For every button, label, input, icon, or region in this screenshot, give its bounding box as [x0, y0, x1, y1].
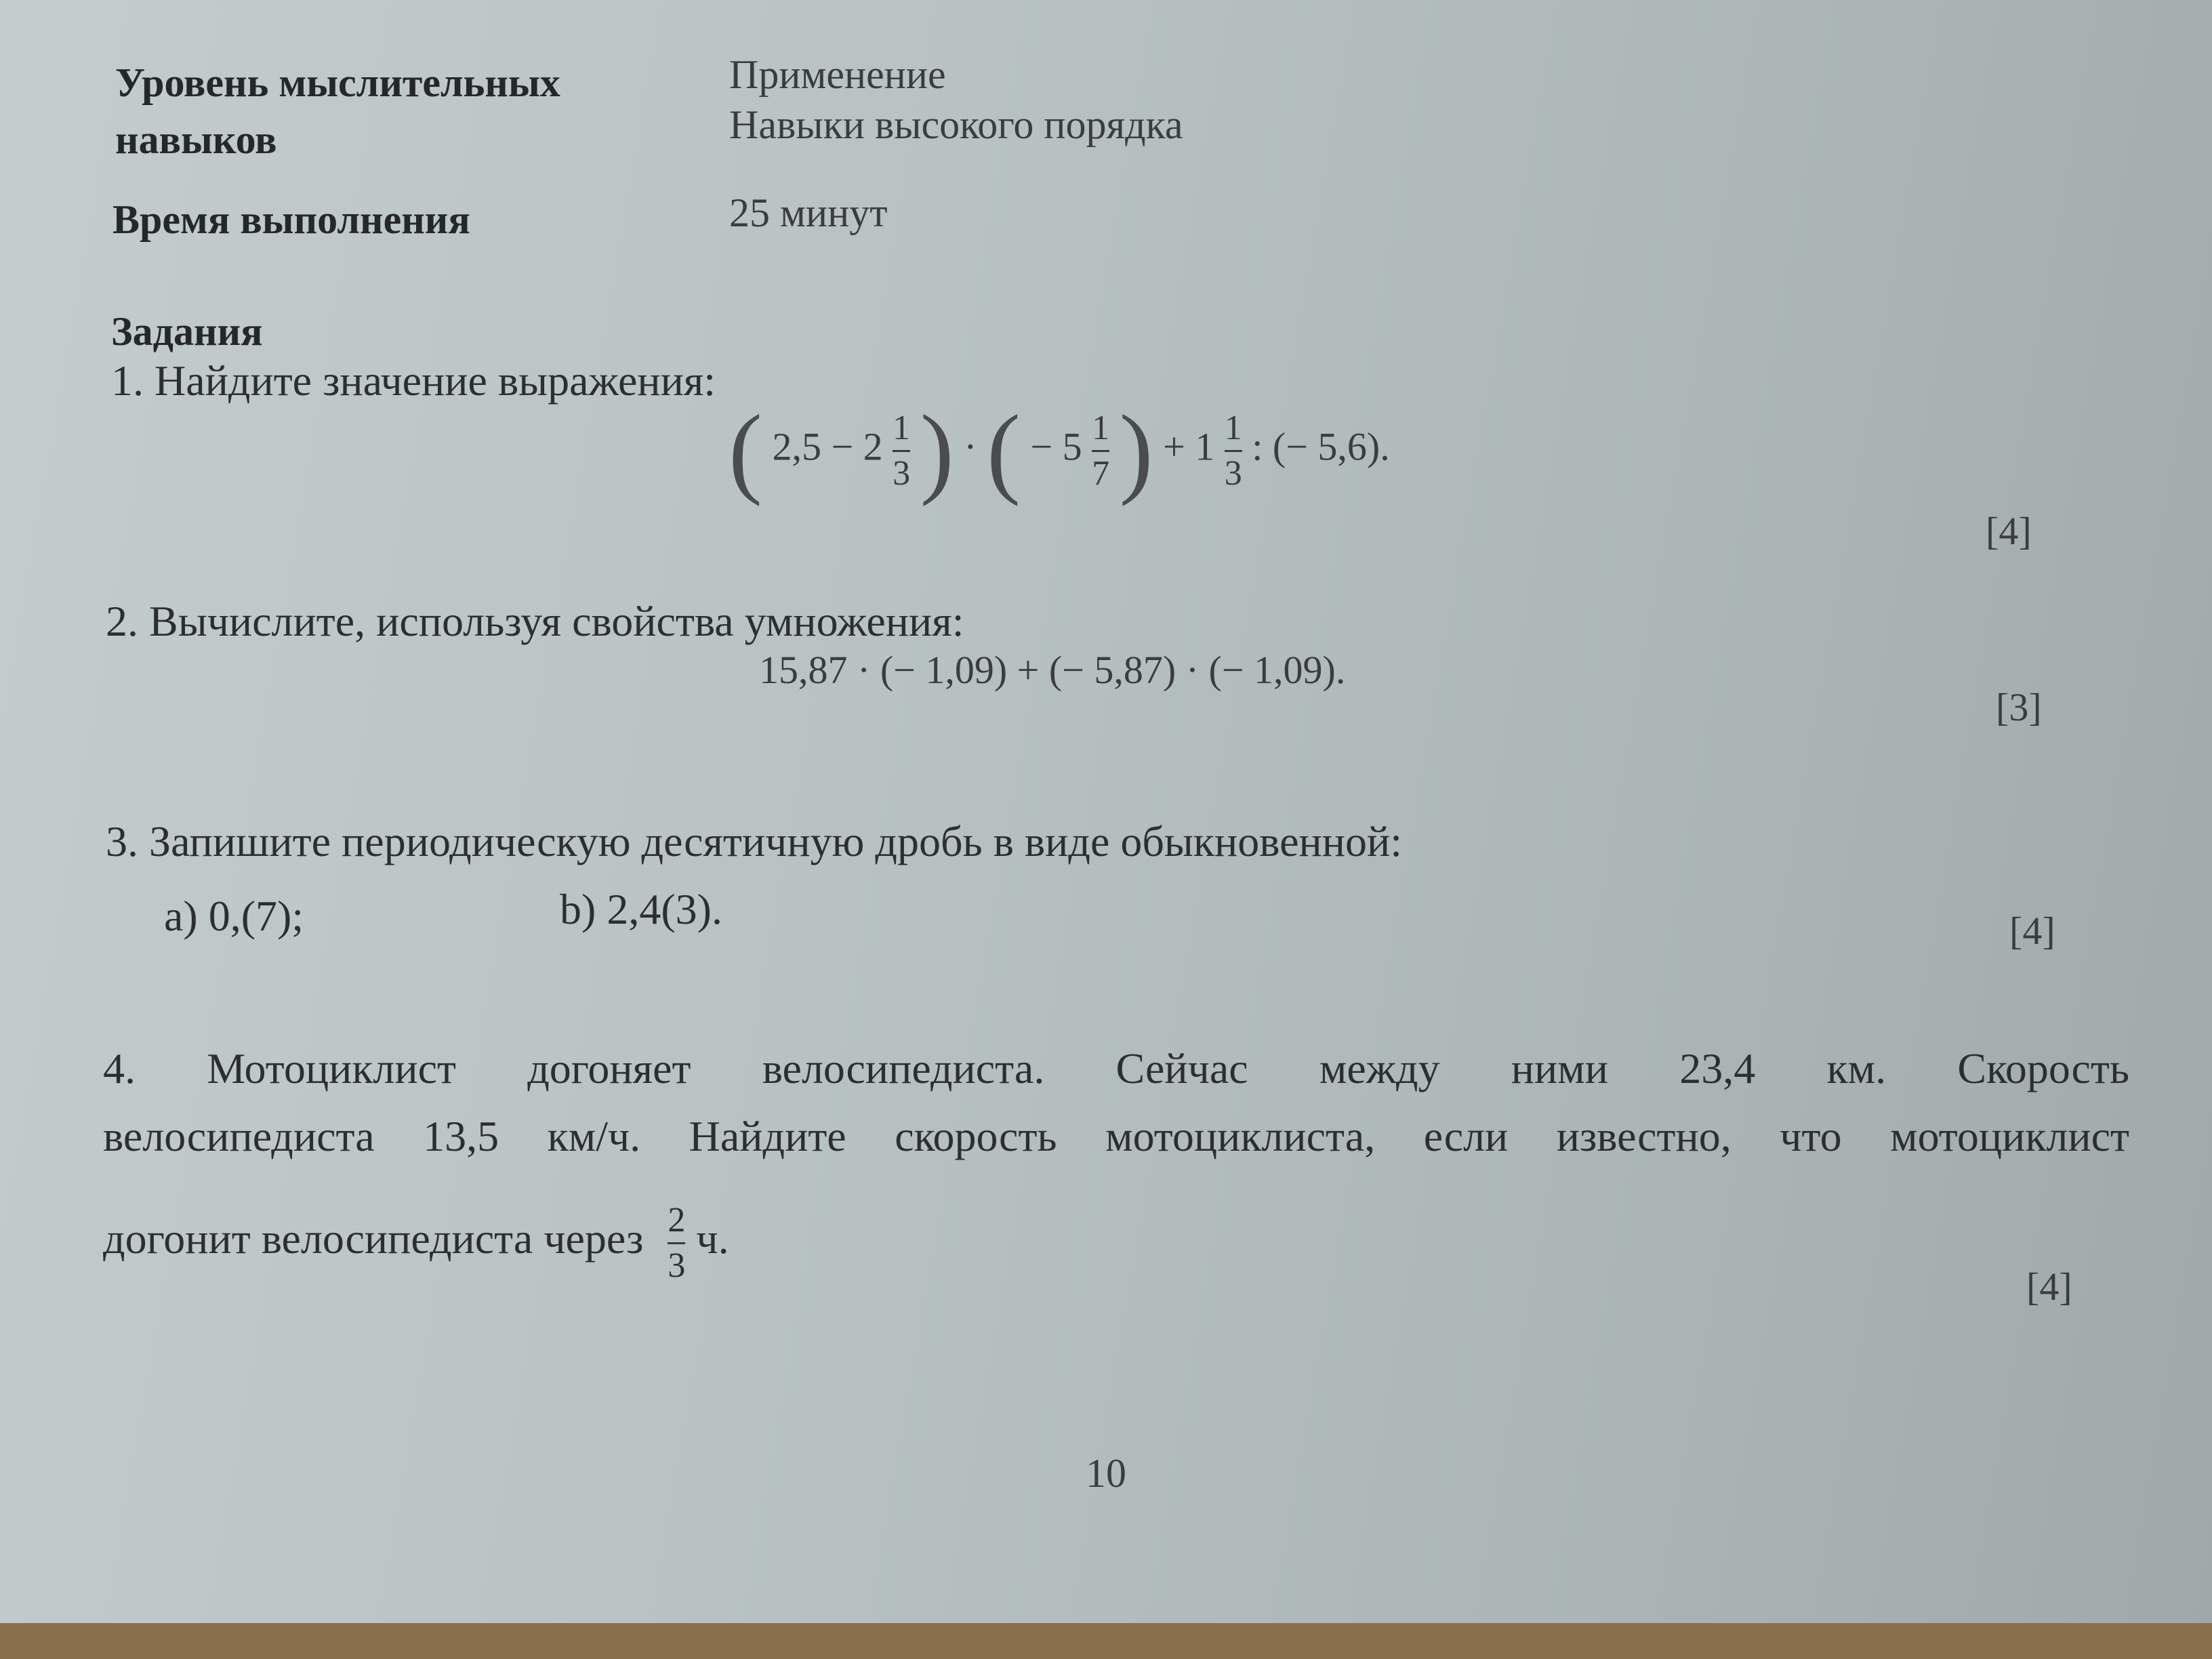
formula-term-c: + 1 [1163, 424, 1215, 469]
formula-open-paren: ( [729, 394, 762, 507]
fraction-numerator: 1 [1224, 408, 1242, 447]
task4-unit: ч. [696, 1214, 729, 1263]
formula-dot: · [964, 424, 977, 469]
task3-part-b: b) 2,4(3). [560, 885, 722, 933]
time-label: Время выполнения [112, 197, 470, 242]
formula-tail: : (− 5,6). [1252, 424, 1390, 469]
fraction-bar [893, 450, 910, 452]
fraction-bar [668, 1242, 685, 1244]
task1-formula [729, 394, 1390, 507]
table-surface [0, 1623, 2212, 1659]
task4-line2: велосипедиста 13,5 км/ч. Найдите скорость мотоциклиста, если известно, что мотоциклист [103, 1112, 2129, 1160]
skills-value-line1: Применение [729, 52, 946, 97]
task3-text: 3. Запишите периодическую десятичную дробь в виде обыкновенной: [106, 817, 1403, 865]
fraction-numerator: 2 [668, 1201, 686, 1240]
time-value: 25 минут [729, 190, 888, 235]
formula-open-paren: ( [986, 394, 1021, 507]
formula-close-paren: ) [920, 394, 954, 507]
tasks-heading: Задания [111, 309, 263, 354]
fraction-bar [1225, 450, 1242, 452]
task4-line3-text: догонит велосипедиста через [103, 1214, 644, 1263]
fraction-2-3 [668, 1203, 685, 1284]
task2-text: 2. Вычислите, используя свойства умножения: [106, 597, 964, 645]
task2-score: [3] [1996, 685, 2042, 729]
task3-part-a: a) 0,(7); [164, 892, 304, 940]
fraction-denominator: 3 [893, 453, 911, 493]
page-number: 10 [1086, 1451, 1126, 1496]
task3-score: [4] [2009, 909, 2055, 953]
fraction-numerator: 1 [893, 408, 911, 447]
formula-close-paren: ) [1119, 394, 1153, 507]
task4-score: [4] [2026, 1265, 2072, 1309]
skills-label-line1: Уровень мыслительных [115, 60, 560, 105]
fraction-1-3 [893, 408, 911, 493]
skills-value-line2: Навыки высокого порядка [729, 102, 1183, 147]
task4-line3 [103, 1203, 729, 1284]
fraction-denominator: 3 [1224, 453, 1242, 493]
fraction-1-7 [1092, 408, 1110, 493]
task2-formula: 15,87 · (− 1,09) + (− 5,87) · (− 1,09). [759, 648, 1346, 692]
task1-text: 1. Найдите значение выражения: [111, 356, 716, 405]
task4-line1: 4. Мотоциклист догоняет велосипедиста. Сейчас между ними 23,4 км. Скорость [103, 1044, 2129, 1092]
fraction-bar [1092, 450, 1109, 452]
fraction-numerator: 1 [1092, 408, 1110, 447]
formula-term-b: − 5 [1030, 424, 1082, 469]
task1-score: [4] [1986, 509, 2032, 553]
formula-term-a: 2,5 − 2 [772, 424, 883, 469]
skills-label-line2: навыков [115, 117, 277, 162]
fraction-denominator: 3 [668, 1246, 686, 1285]
fraction-denominator: 7 [1092, 453, 1110, 493]
fraction-1-3b [1224, 408, 1242, 493]
